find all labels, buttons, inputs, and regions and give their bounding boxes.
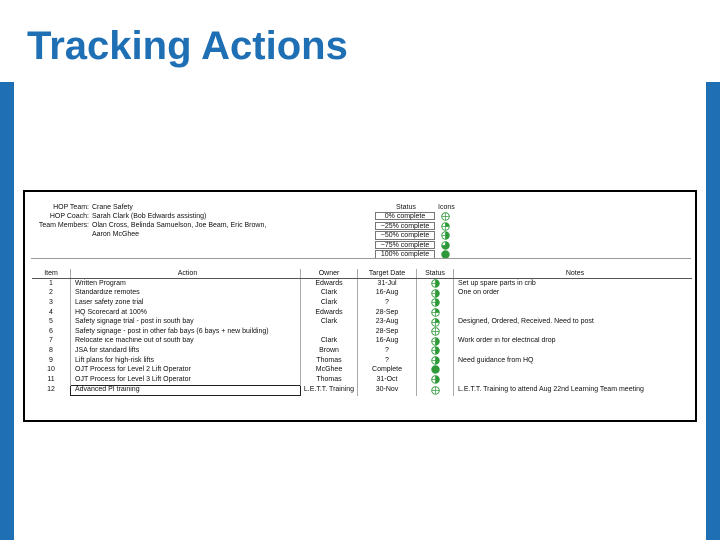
cell-date: ?	[358, 346, 417, 356]
cell-owner: McGhee	[301, 365, 358, 375]
cell-owner: Edwards	[301, 308, 358, 318]
cell-status	[417, 356, 454, 366]
legend-status-header: Status	[396, 204, 416, 211]
status-circle-icon	[431, 318, 440, 327]
cell-owner: Clark	[301, 298, 358, 308]
cell-date: 16-Aug	[358, 289, 417, 299]
cell-owner: Thomas	[301, 356, 358, 366]
table-row	[32, 317, 692, 327]
cell-action: Lift plans for high-risk lifts	[71, 356, 301, 366]
cell-date: 31-Jul	[358, 279, 417, 289]
coach-label: HOP Coach:	[49, 213, 89, 220]
cell-owner: L.E.T.T. Training	[301, 385, 358, 396]
status-circle-icon	[431, 365, 440, 374]
coach-value: Sarah Clark (Bob Edwards assisting)	[92, 213, 207, 220]
table-row	[32, 279, 692, 289]
status-circle-icon	[441, 241, 450, 250]
cell-status	[417, 337, 454, 347]
cell-notes: L.E.T.T. Training to attend Aug 22nd Learning Team meeting	[454, 385, 693, 396]
members-value-cont: Aaron McGhee	[92, 231, 140, 238]
status-circle-icon	[431, 375, 440, 384]
divider	[31, 258, 691, 259]
header-owner: Owner	[301, 269, 358, 279]
status-circle-icon	[431, 337, 440, 346]
status-circle-icon	[441, 222, 450, 231]
cell-notes: Work order in for electrical drop	[454, 337, 693, 347]
legend-row	[375, 222, 485, 232]
slide-title: Tracking Actions	[27, 24, 348, 68]
cell-item: 7	[49, 337, 53, 345]
legend-row	[375, 241, 485, 251]
table-row	[32, 298, 692, 308]
members-value: Olan Cross, Belinda Samuelson, Joe Beam, Eric Brown,	[92, 222, 267, 229]
status-circle-icon	[441, 231, 450, 240]
cell-notes	[454, 365, 693, 375]
header-status: Status	[417, 269, 454, 279]
cell-date: 23-Aug	[358, 317, 417, 327]
table-row	[32, 337, 692, 347]
table-row	[32, 375, 692, 385]
cell-date: ?	[358, 298, 417, 308]
status-circle-icon	[431, 356, 440, 365]
cell-item: 9	[49, 356, 53, 364]
legend-icon	[441, 212, 450, 221]
cell-item: 10	[47, 366, 55, 374]
cell-date: 31-Oct	[358, 375, 417, 385]
actions-table	[32, 269, 692, 396]
cell-action: OJT Process for Level 2 Lift Operator	[71, 365, 301, 375]
legend-icon	[441, 231, 450, 240]
status-circle-icon	[431, 346, 440, 355]
cell-action: Written Program	[71, 279, 301, 289]
header-date: Target Date	[358, 269, 417, 279]
cell-status	[417, 308, 454, 318]
legend-icon	[441, 241, 450, 250]
cell-action: Advanced PI training	[71, 385, 301, 396]
legend-icons-header: Icons	[438, 204, 455, 211]
cell-notes	[454, 298, 693, 308]
right-accent-bar	[706, 82, 720, 540]
cell-item: 4	[49, 308, 53, 316]
table-row	[32, 356, 692, 366]
cell-item: 11	[47, 375, 55, 383]
table-row	[32, 346, 692, 356]
cell-owner: Brown	[301, 346, 358, 356]
cell-owner	[301, 327, 358, 337]
cell-date: Complete	[358, 365, 417, 375]
cell-date: ?	[358, 356, 417, 366]
header-action: Action	[71, 269, 301, 279]
legend-status-text: ~25% complete	[375, 222, 435, 230]
cell-date: 30-Nov	[358, 385, 417, 396]
cell-notes: One on order	[454, 289, 693, 299]
team-label: HOP Team:	[53, 204, 89, 211]
status-circle-icon	[431, 327, 440, 336]
cell-status	[417, 327, 454, 337]
status-circle-icon	[431, 279, 440, 288]
cell-date: 28-Sep	[358, 308, 417, 318]
cell-status	[417, 375, 454, 385]
legend-status-text: 100% complete	[375, 250, 435, 258]
team-value: Crane Safety	[92, 204, 133, 211]
spreadsheet-image	[23, 190, 697, 422]
cell-action: JSA for standard lifts	[71, 346, 301, 356]
cell-owner: Edwards	[301, 279, 358, 289]
legend-status-text: ~50% complete	[375, 231, 435, 239]
legend-status-text: ~75% complete	[375, 241, 435, 249]
status-circle-icon	[431, 298, 440, 307]
team-info-labels	[27, 204, 89, 231]
cell-status	[417, 289, 454, 299]
cell-action: OJT Process for Level 3 Lift Operator	[71, 375, 301, 385]
legend-row	[375, 231, 485, 241]
cell-notes	[454, 308, 693, 318]
left-accent-bar	[0, 82, 14, 540]
cell-action: Laser safety zone trial	[71, 298, 301, 308]
cell-notes	[454, 375, 693, 385]
team-info-values	[92, 204, 352, 240]
cell-status	[417, 365, 454, 375]
cell-item: 8	[49, 346, 53, 354]
status-circle-icon	[431, 308, 440, 317]
status-circle-icon	[431, 289, 440, 298]
cell-status	[417, 317, 454, 327]
cell-item: 6	[49, 327, 53, 335]
cell-notes: Need guidance from HQ	[454, 356, 693, 366]
cell-action: Safety signage - post in other fab bays (6 bays + new building)	[71, 327, 301, 337]
table-row	[32, 289, 692, 299]
cell-owner: Clark	[301, 337, 358, 347]
legend-status-text: 0% complete	[375, 212, 435, 220]
header-notes: Notes	[454, 269, 693, 279]
legend-icon	[441, 222, 450, 231]
cell-item: 5	[49, 318, 53, 326]
table-row	[32, 385, 692, 396]
table-header-row	[32, 269, 692, 279]
cell-action: HQ Scorecard at 100%	[71, 308, 301, 318]
legend-row	[375, 212, 485, 222]
cell-owner: Thomas	[301, 375, 358, 385]
cell-owner: Clark	[301, 317, 358, 327]
cell-item: 1	[49, 279, 53, 287]
cell-status	[417, 298, 454, 308]
cell-owner: Clark	[301, 289, 358, 299]
cell-action: Relocate ice machine out of south bay	[71, 337, 301, 347]
header-item: Item	[32, 269, 71, 279]
members-label: Team Members:	[38, 222, 89, 229]
cell-notes	[454, 327, 693, 337]
table-row	[32, 327, 692, 337]
cell-item: 3	[49, 298, 53, 306]
cell-item: 12	[47, 386, 55, 394]
cell-notes: Set up spare parts in crib	[454, 279, 693, 289]
status-legend	[375, 212, 485, 260]
cell-action: Standardize remotes	[71, 289, 301, 299]
cell-notes	[454, 346, 693, 356]
cell-date: 16-Aug	[358, 337, 417, 347]
cell-status	[417, 385, 454, 396]
cell-action: Safety signage trial - post in south bay	[71, 317, 301, 327]
cell-status	[417, 346, 454, 356]
status-circle-icon	[441, 212, 450, 221]
cell-date: 28-Sep	[358, 327, 417, 337]
cell-notes: Designed, Ordered, Received. Need to post	[454, 317, 693, 327]
status-circle-icon	[431, 386, 440, 395]
table-row	[32, 365, 692, 375]
cell-status	[417, 279, 454, 289]
cell-item: 2	[49, 289, 53, 297]
table-row	[32, 308, 692, 318]
